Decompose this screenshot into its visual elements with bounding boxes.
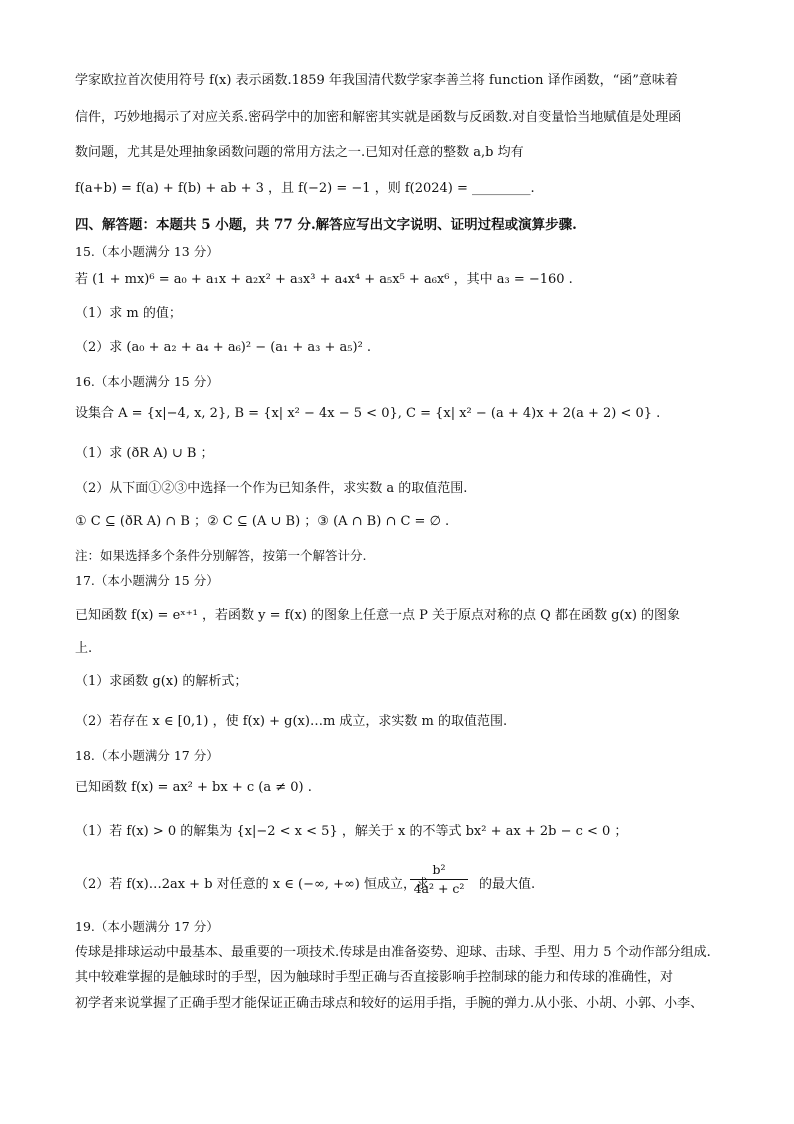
q17-stem-line-1: 已知函数 f(x) = eˣ⁺¹ ，若函数 y = f(x) 的图象上任意一点 P 关于原点对称的点 Q 都在函数 g(x) 的图象	[75, 608, 681, 623]
section-4-heading: 四、解答题：本题共 5 小题，共 77 分.解答应写出文字说明、证明过程或演算步骤.	[75, 217, 577, 233]
q17-stem-line-2: 上.	[75, 641, 93, 656]
q17-part-1: （1）求函数 g(x) 的解析式；	[75, 674, 248, 689]
q14-text-line-2: 信件，巧妙地揭示了对应关系.密码学中的加密和解密其实就是函数与反函数.对自变量恰当地赋值是处理函	[75, 110, 682, 125]
q18-part-2-tail: 的最大值.	[479, 877, 536, 892]
q14-text-line-3: 数问题，尤其是处理抽象函数问题的常用方法之一.已知对任意的整数 a,b 均有	[75, 145, 524, 160]
q18-title: 18.（本小题满分 17 分）	[75, 748, 219, 763]
q14-equation-line: f(a+b) = f(a) + f(b) + ab + 3 ，且 f(−2) = −1 ，则 f(2024) = _________.	[75, 181, 535, 196]
q18-part-2-lead: （2）若 f(x)…2ax + b 对任意的 x ∈ (−∞, +∞) 恒成立，求	[75, 877, 429, 892]
q16-note: 注：如果选择多个条件分别解答，按第一个解答计分.	[75, 548, 367, 563]
q15-part-1: （1）求 m 的值；	[75, 306, 182, 321]
q17-title: 17.（本小题满分 15 分）	[75, 573, 219, 588]
q19-text-line-3: 初学者来说掌握了正确手型才能保证正确击球点和较好的运用手指，手腕的弹力.从小张、小胡、小郭、小李、	[75, 996, 704, 1011]
q16-part-2: （2）从下面①②③中选择一个作为已知条件，求实数 a 的取值范围.	[75, 481, 468, 496]
q15-part-2: （2）求 (a₀ + a₂ + a₄ + a₆)² − (a₁ + a₃ + a₅)² .	[75, 340, 372, 355]
q15-title: 15.（本小题满分 13 分）	[75, 244, 219, 259]
q18-fraction-numerator: b²	[432, 862, 446, 877]
q18-part-1: （1）若 f(x) > 0 的解集为 {x|−2 < x < 5} ，解关于 x 的不等式 bx² + ax + 2b − c < 0 ；	[75, 824, 628, 839]
q18-stem: 已知函数 f(x) = ax² + bx + c (a ≠ 0) .	[75, 780, 312, 795]
q18-part-2	[75, 862, 754, 906]
q19-text-line-2: 其中较难掌握的是触球时的手型，因为触球时手型正确与否直接影响手控制球的能力和传球的准确性，对	[75, 970, 674, 985]
q14-text-line-1: 学家欧拉首次使用符号 f(x) 表示函数.1859 年我国清代数学家李善兰将 function 译作函数，“函”意味着	[75, 73, 678, 88]
q16-options: ① C ⊆ (ðR A) ∩ B ；② C ⊆ (A ∪ B) ；③ (A ∩ B) ∩ C = ∅ .	[75, 514, 450, 529]
q18-fraction-denominator: 4a² + c²	[413, 881, 465, 896]
q16-part-1: （1）求 (ðR A) ∪ B ；	[75, 446, 214, 461]
q19-title: 19.（本小题满分 17 分）	[75, 919, 219, 934]
q16-title: 16.（本小题满分 15 分）	[75, 374, 219, 389]
q18-fraction	[408, 862, 470, 898]
q17-part-2: （2）若存在 x ∈ [0,1) ，使 f(x) + g(x)…m 成立，求实数 m 的取值范围.	[75, 714, 508, 729]
q16-stem: 设集合 A = {x|−4, x, 2}, B = {x| x² − 4x − 5 < 0}, C = {x| x² − (a + 4)x + 2(a + 2) < 0} .	[75, 406, 661, 421]
q19-text-line-1: 传球是排球运动中最基本、最重要的一项技术.传球是由准备姿势、迎球、击球、手型、用力 5 个动作部分组成.	[75, 945, 711, 960]
q15-stem: 若 (1 + mx)⁶ = a₀ + a₁x + a₂x² + a₃x³ + a₄x⁴ + a₅x⁵ + a₆x⁶ ，其中 a₃ = −160 .	[75, 272, 573, 287]
